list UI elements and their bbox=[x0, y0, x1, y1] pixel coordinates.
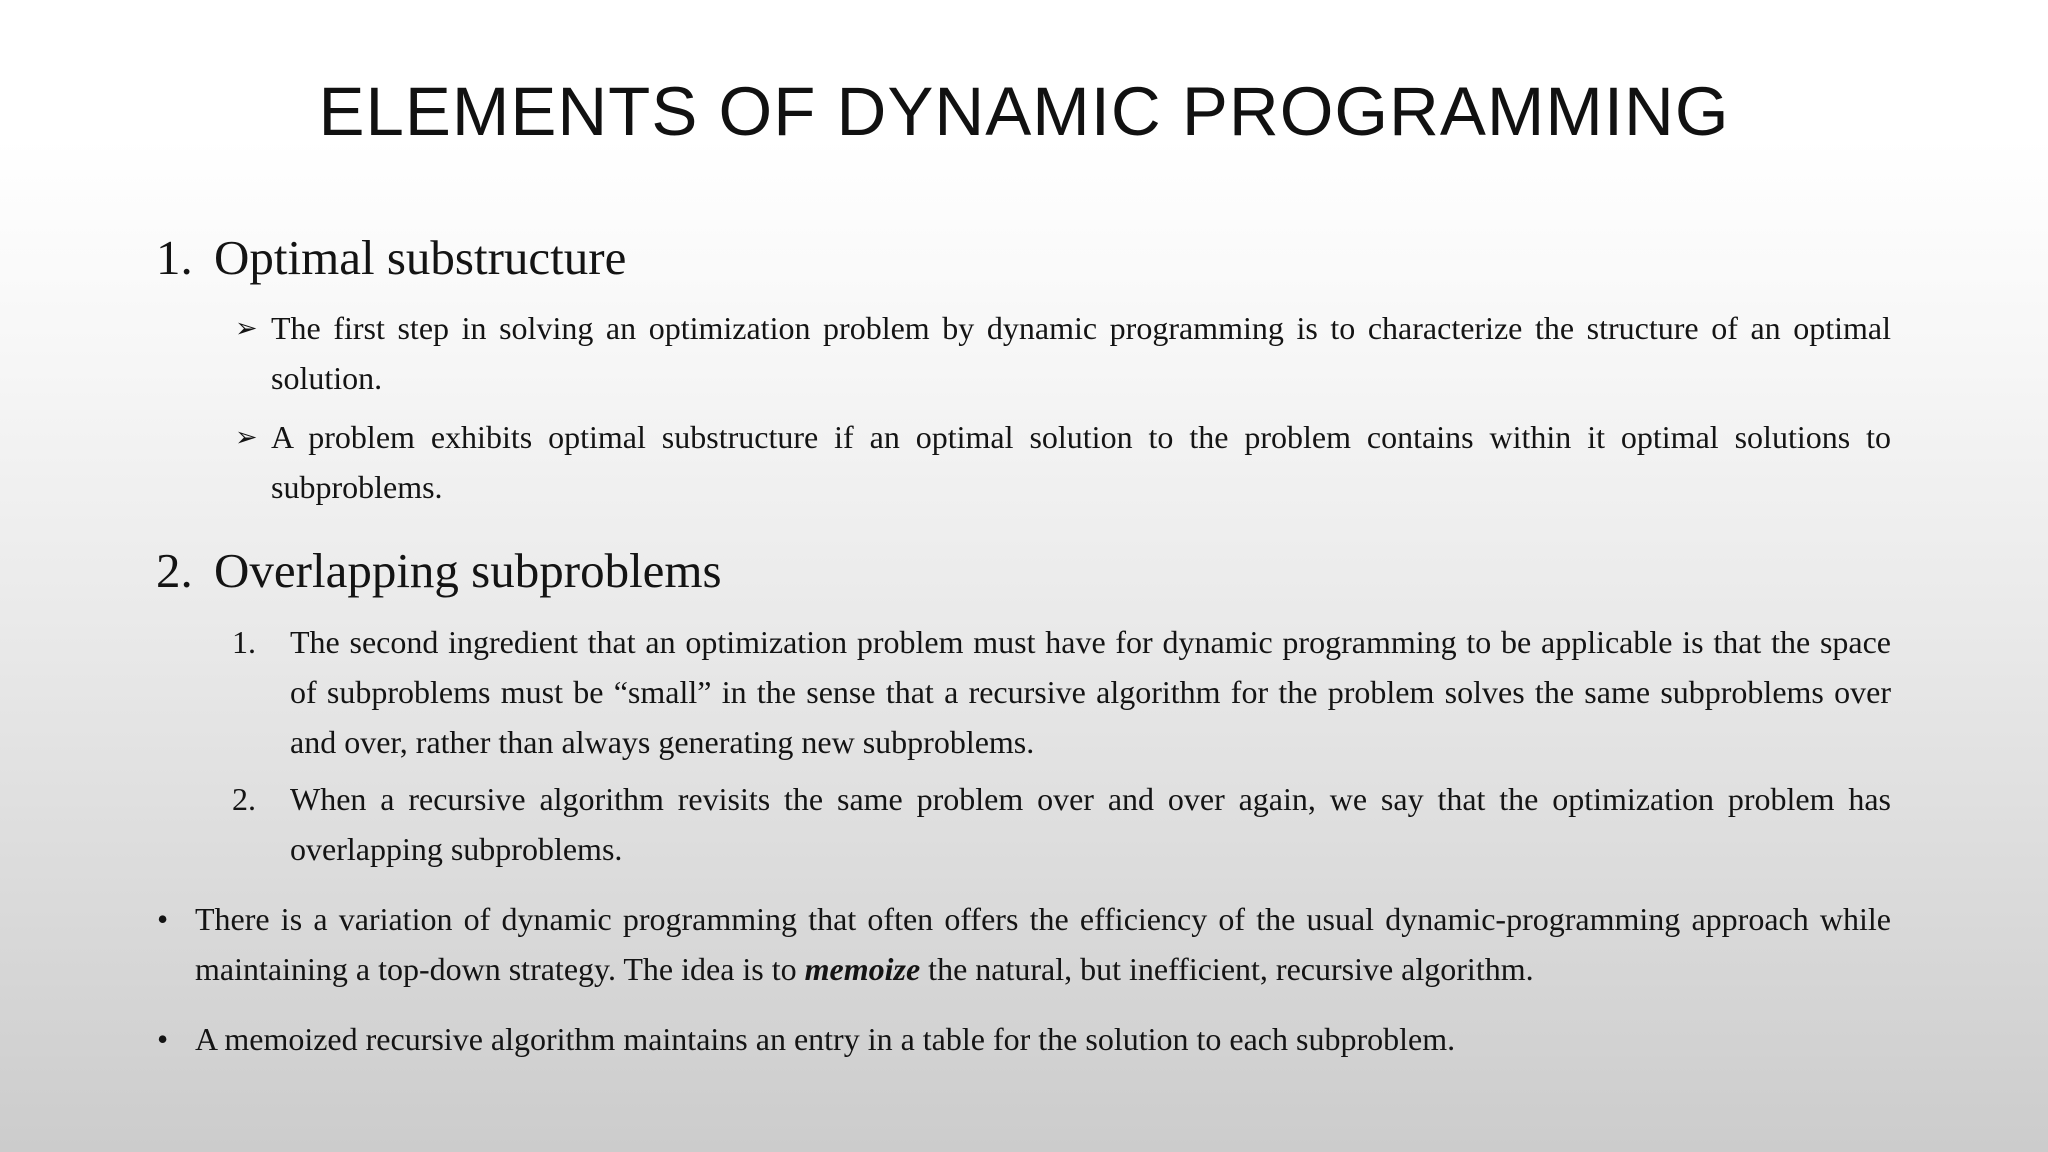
section-heading-text: Optimal substructure bbox=[214, 230, 627, 285]
bullet-text-before: There is a variation of dynamic programming that often offers the efficiency of the usual dynamic-programming approach while maintaining a top-down strategy. The idea is to bbox=[195, 901, 1891, 987]
list-item bbox=[235, 412, 1891, 512]
list-item bbox=[235, 303, 1891, 403]
slide-title: ELEMENTS OF DYNAMIC PROGRAMMING bbox=[318, 73, 1730, 150]
section-heading-text: Overlapping subproblems bbox=[214, 543, 722, 598]
list-item-text: The second ingredient that an optimization problem must have for dynamic programming to be applicable is that the space of subproblems must be “small” in the sense that a recursive algorithm for the problem solves the same subproblems over and over, rather than always generating new subproblems. bbox=[290, 624, 1891, 760]
bullet-text-after: the natural, but inefficient, recursive algorithm. bbox=[920, 951, 1534, 987]
bullet-dot-icon: • bbox=[157, 1021, 169, 1057]
list-item-number: 1. bbox=[232, 624, 256, 660]
bullet-text: A memoized recursive algorithm maintains an entry in a table for the solution to each subproblem. bbox=[195, 1021, 1456, 1057]
bullet-item-memoized-algorithm bbox=[157, 1014, 1891, 1064]
list-item-text: The first step in solving an optimization problem by dynamic programming is to characterize the structure of an optimal solution. bbox=[271, 310, 1891, 396]
bullet-dot-icon: • bbox=[157, 901, 169, 937]
section-heading-overlapping-subproblems bbox=[156, 541, 722, 601]
list-item bbox=[232, 774, 1891, 874]
emphasis-memoize: memoize bbox=[804, 951, 921, 987]
section-number: 1. bbox=[156, 230, 193, 285]
bullet-item-memoize bbox=[157, 894, 1891, 994]
list-item-text: A problem exhibits optimal substructure if an optimal solution to the problem contains within it optimal solutions to subproblems. bbox=[271, 419, 1891, 505]
section-heading-optimal-substructure bbox=[156, 228, 626, 288]
section-number: 2. bbox=[156, 543, 193, 598]
arrow-bullet-icon: ➢ bbox=[235, 422, 258, 452]
list-item bbox=[232, 617, 1891, 767]
list-item-text: When a recursive algorithm revisits the same problem over and over again, we say that the optimization problem has overlapping subproblems. bbox=[290, 781, 1891, 867]
arrow-bullet-icon: ➢ bbox=[235, 313, 258, 343]
list-item-number: 2. bbox=[232, 781, 256, 817]
